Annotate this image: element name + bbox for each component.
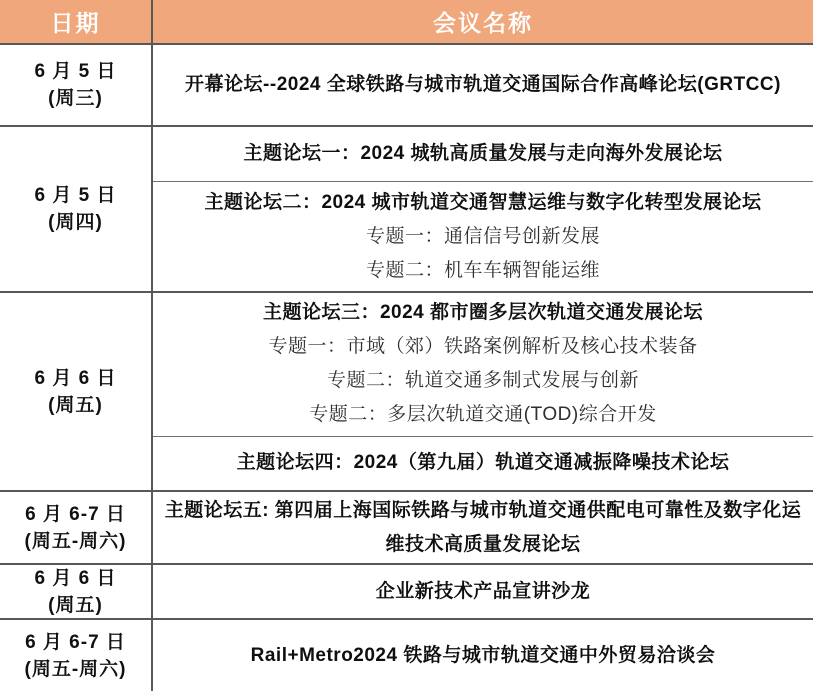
date-text: 6 月 5 日 (34, 61, 117, 82)
header-meeting-name-column: 会议名称 (433, 10, 533, 36)
table-row (0, 492, 813, 565)
date-text: 6 月 6-7 日 (25, 631, 126, 653)
meeting-subtopic: 专题一：市域（郊）铁路案例解析及核心技术装备 (268, 336, 698, 358)
date-cell (0, 565, 153, 618)
weekday-text: (周五) (48, 594, 103, 616)
meeting-cell (153, 620, 813, 691)
date-cell (0, 127, 153, 291)
date-text: 6 月 6 日 (34, 367, 117, 389)
weekday-text: (周三) (48, 88, 103, 109)
table-row (0, 565, 813, 620)
meeting-title: 主题论坛一：2024 城轨高质量发展与走向海外发展论坛 (243, 143, 723, 165)
meeting-section (153, 127, 813, 181)
meeting-section (153, 620, 813, 691)
table-header-row (0, 0, 813, 45)
meeting-title: 主题论坛二：2024 城市轨道交通智慧运维与数字化转型发展论坛 (204, 191, 762, 213)
table-row (0, 45, 813, 127)
date-text: 6 月 6-7 日 (25, 503, 126, 525)
meeting-subtopic: 专题二：机车车辆智能运维 (365, 259, 600, 281)
header-date-column: 日期 (0, 0, 153, 43)
meeting-title: 主题论坛四：2024（第九届）轨道交通减振降噪技术论坛 (236, 452, 730, 474)
meeting-section (153, 293, 813, 436)
meeting-section (153, 565, 813, 618)
date-text: 6 月 5 日 (34, 185, 117, 206)
meeting-title: Rail+Metro2024 铁路与城市轨道交通中外贸易洽谈会 (250, 644, 716, 666)
date-cell (0, 620, 153, 691)
meeting-subtopic: 专题一：通信信号创新发展 (365, 225, 600, 247)
meeting-subtopic: 专题二：轨道交通多制式发展与创新 (326, 370, 639, 392)
meeting-cell (153, 127, 813, 291)
meeting-section (153, 492, 813, 564)
meeting-title: 开幕论坛--2024 全球铁路与城市轨道交通国际合作高峰论坛(GRTCC) (185, 74, 781, 95)
meeting-title: 企业新技术产品宣讲沙龙 (375, 580, 591, 602)
meeting-section (153, 45, 813, 125)
weekday-text: (周五-周六) (24, 658, 127, 680)
weekday-text: (周五-周六) (24, 530, 127, 552)
meeting-section (153, 436, 813, 490)
date-text: 6 月 6 日 (34, 567, 117, 589)
meeting-cell (153, 45, 813, 125)
table-row (0, 620, 813, 691)
meeting-subtopic: 专题二：多层次轨道交通(TOD)综合开发 (309, 404, 657, 426)
meeting-cell (153, 492, 813, 563)
table-row (0, 293, 813, 492)
table-row (0, 127, 813, 293)
weekday-text: (周四) (48, 212, 103, 233)
meeting-section (153, 181, 813, 291)
date-cell (0, 293, 153, 490)
meeting-cell (153, 293, 813, 490)
weekday-text: (周五) (48, 394, 103, 416)
meeting-cell (153, 565, 813, 618)
date-cell (0, 492, 153, 563)
meeting-title: 主题论坛五: 第四届上海国际铁路与城市轨道交通供配电可靠性及数字化运维技术高质量发展论坛 (164, 500, 802, 555)
date-cell (0, 45, 153, 125)
meeting-title: 主题论坛三：2024 都市圈多层次轨道交通发展论坛 (262, 302, 704, 324)
